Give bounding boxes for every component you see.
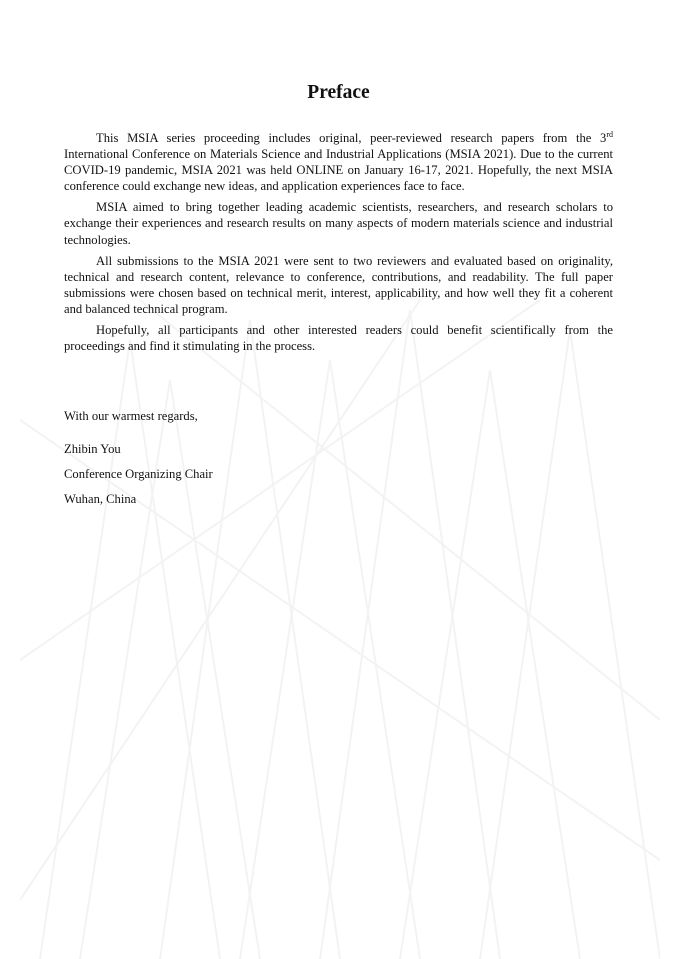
preface-page <box>64 80 613 507</box>
paragraph-intro-text-cont: International Conference on Materials Science and Industrial Applications (MSIA 2021). Due to the current COVID-19 pandemic, MSIA 2021 was held ONLINE on January 16-17, 2021. Hopefully, the next MSIA conference could exchange new ideas, and application experiences face to face. <box>64 147 613 194</box>
paragraph-review-process: All submissions to the MSIA 2021 were sent to two reviewers and evaluated based on originality, technical and research content, relevance to conference, contributions, and readability. The full paper submissions were chosen based on technical merit, interest, applicability, and how well they fit a coherent and balanced technical program. <box>64 253 613 316</box>
page-title: Preface <box>307 82 370 103</box>
signatory-role: Conference Organizing Chair <box>64 467 213 482</box>
paragraph-closing-wish: Hopefully, all participants and other interested readers could benefit scientifically from the proceedings and find it stimulating in the process. <box>64 323 613 354</box>
paragraph-intro-text: This MSIA series proceeding includes original, peer-reviewed research papers from the 3 <box>96 131 607 145</box>
paragraph-intro <box>64 130 613 194</box>
ordinal-suffix: rd <box>606 129 613 139</box>
signatory-name: Zhibin You <box>64 442 121 457</box>
signatory-location: Wuhan, China <box>64 492 137 507</box>
paragraph-aims: MSIA aimed to bring together leading academic scientists, researchers, and research scholars to exchange their experiences and research results on many aspects of modern materials science and industrial technologies. <box>64 200 613 247</box>
closing-regards: With our warmest regards, <box>64 409 198 424</box>
